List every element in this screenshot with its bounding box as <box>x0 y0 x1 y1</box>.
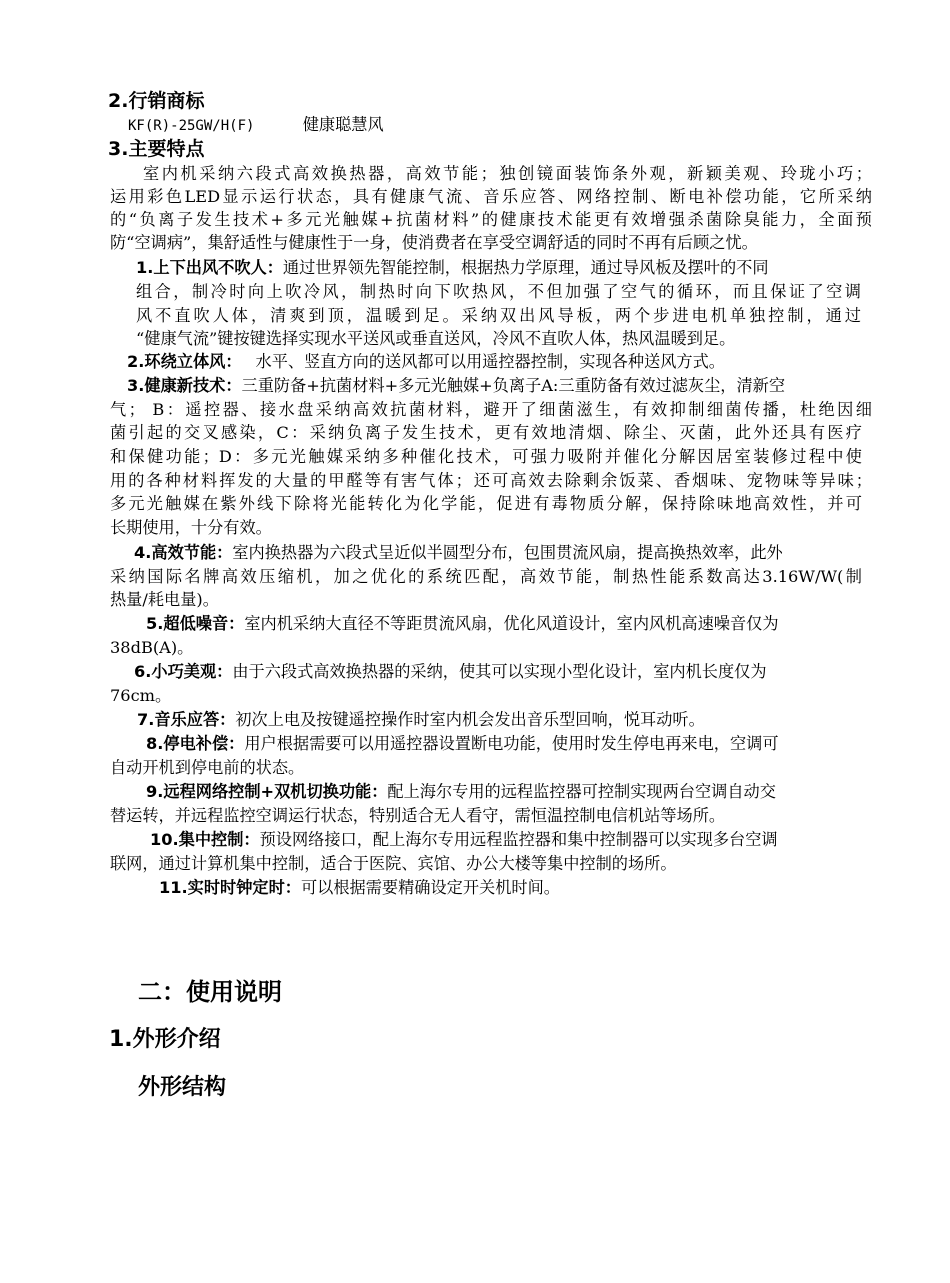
feature-3-line-3: 菌引起的交叉感染，C：采纳负离子发生技术，更有效地清烟、除尘、灭菌，此外还具有医疗 <box>110 423 862 442</box>
feature-1-line-1: 1.上下出风不吹人：通过世界领先智能控制，根据热力学原理，通过导风板及摆叶的不同 <box>136 258 769 277</box>
feature-10-line-1: 10.集中控制：预设网络接口，配上海尔专用远程监控器和集中控制器可以实现多台空调 <box>150 830 778 849</box>
feature-3-line-5: 用的各种材料挥发的大量的甲醛等有害气体；还可高效去除剩余饭菜、香烟味、宠物味等异味； <box>110 471 872 490</box>
part-heading-usage: 二：使用说明 <box>138 978 282 1006</box>
feature-1-line-2: 组合，制冷时向上吹冷风，制热时向下吹热风，不但加强了空气的循环，而且保证了空调 <box>136 282 861 301</box>
feature-3-line-1: 3.健康新技术：三重防备+抗菌材料+多元光触媒+负离子A:三重防备有效过滤灰尘，清新空 <box>127 376 786 395</box>
feature-5-label: 5.超低噪音： <box>146 614 245 633</box>
feature-8-label: 8.停电补偿： <box>146 734 245 753</box>
intro-line-2: 运用彩色LED显示运行状态，具有健康气流、音乐应答、网络控制、断电补偿功能，它所采纳 <box>110 187 872 206</box>
feature-8-line-2: 自动开机到停电前的状态。 <box>110 758 305 777</box>
feature-6-line-1: 6.小巧美观：由于六段式高效换热器的采纳，使其可以实现小型化设计，室内机长度仅为 <box>134 662 767 681</box>
feature-11-label: 11.实时时钟定时： <box>159 878 301 897</box>
model-line <box>128 114 384 137</box>
subheading-appearance: 1.外形介绍 <box>109 1027 221 1052</box>
feature-7-label: 7.音乐应答： <box>137 710 236 729</box>
feature-8-line-1: 8.停电补偿：用户根据需要可以用遥控器设置断电功能，使用时发生停电再来电，空调可 <box>146 734 779 753</box>
feature-3-line-4: 和保健功能；D：多元光触媒采纳多种催化技术，可强力吸附并催化分解因居室装修过程中使 <box>110 447 862 466</box>
feature-6-line-2: 76cm。 <box>110 686 172 705</box>
feature-1-line-3: 风不直吹人体，清爽到顶，温暖到足。采纳双出风导板，两个步进电机单独控制，通过 <box>136 306 861 325</box>
feature-4-line-1: 4.高效节能：室内换热器为六段式呈近似半圆型分布，包围贯流风扇，提高换热效率，此外 <box>134 543 783 562</box>
feature-7: 7.音乐应答：初次上电及按键遥控操作时室内机会发出音乐型回响，悦耳动听。 <box>137 710 705 729</box>
feature-11: 11.实时时钟定时：可以根据需要精确设定开关机时间。 <box>159 878 560 897</box>
feature-5-line-1: 5.超低噪音：室内机采纳大直径不等距贯流风扇，优化风道设计，室内风机高速噪音仅为 <box>146 614 779 633</box>
brand-name: 健康聪慧风 <box>302 115 384 134</box>
intro-line-3: 的“负离子发生技术+多元光触媒+抗菌材料”的健康技术能更有效增强杀菌除臭能力，全面预 <box>110 210 872 229</box>
feature-2: 2.环绕立体风： 水平、竖直方向的送风都可以用遥控器控制，实现各种送风方式。 <box>127 352 725 371</box>
feature-1-label: 1.上下出风不吹人： <box>136 258 283 277</box>
feature-9-label: 9.远程网络控制+双机切换功能： <box>146 782 388 801</box>
feature-4-line-3: 热量/耗电量)。 <box>110 590 219 609</box>
feature-9-line-1: 9.远程网络控制+双机切换功能：配上海尔专用的远程监控器可控制实现两台空调自动交 <box>146 782 776 801</box>
section-heading-features: 3.主要特点 <box>108 138 205 160</box>
feature-3-line-2: 气； B：遥控器、接水盘采纳高效抗菌材料，避开了细菌滋生，有效抑制细菌传播，杜绝因细 <box>110 400 872 419</box>
feature-9-line-2: 替运转，并远程监控空调运行状态，特别适合无人看守，需恒温控制电信机站等场所。 <box>110 806 726 825</box>
section-heading-trademark: 2.行销商标 <box>108 90 205 112</box>
intro-line-1: 室内机采纳六段式高效换热器，高效节能；独创镜面装饰条外观，新颖美观、玲珑小巧； <box>143 164 872 183</box>
feature-5-line-2: 38dB(A)。 <box>110 638 194 657</box>
feature-3-line-7: 长期使用，十分有效。 <box>110 518 272 537</box>
model-number: KF(R)-25GW/H(F) <box>128 118 255 134</box>
intro-line-4: 防“空调病”，集舒适性与健康性于一身，使消费者在享受空调舒适的同时不再有后顾之忧。 <box>110 233 758 252</box>
feature-2-label: 2.环绕立体风： <box>127 352 242 371</box>
feature-1-line-4: “健康气流”键按键选择实现水平送风或垂直送风，冷风不直吹人体，热风温暖到足。 <box>136 329 736 348</box>
feature-4-line-2: 采纳国际名牌高效压缩机，加之优化的系统匹配，高效节能，制热性能系数高达3.16W/W(制 <box>110 567 862 586</box>
feature-10-label: 10.集中控制： <box>150 830 260 849</box>
feature-3-label: 3.健康新技术： <box>127 376 242 395</box>
feature-10-line-2: 联网，通过计算机集中控制，适合于医院、宾馆、办公大楼等集中控制的场所。 <box>110 854 677 873</box>
feature-4-label: 4.高效节能： <box>134 543 233 562</box>
feature-3-line-6: 多元光触媒在紫外线下除将光能转化为化学能，促进有毒物质分解，保持除味地高效性，并可 <box>110 494 862 513</box>
feature-6-label: 6.小巧美观： <box>134 662 233 681</box>
subheading-structure: 外形结构 <box>138 1075 227 1100</box>
